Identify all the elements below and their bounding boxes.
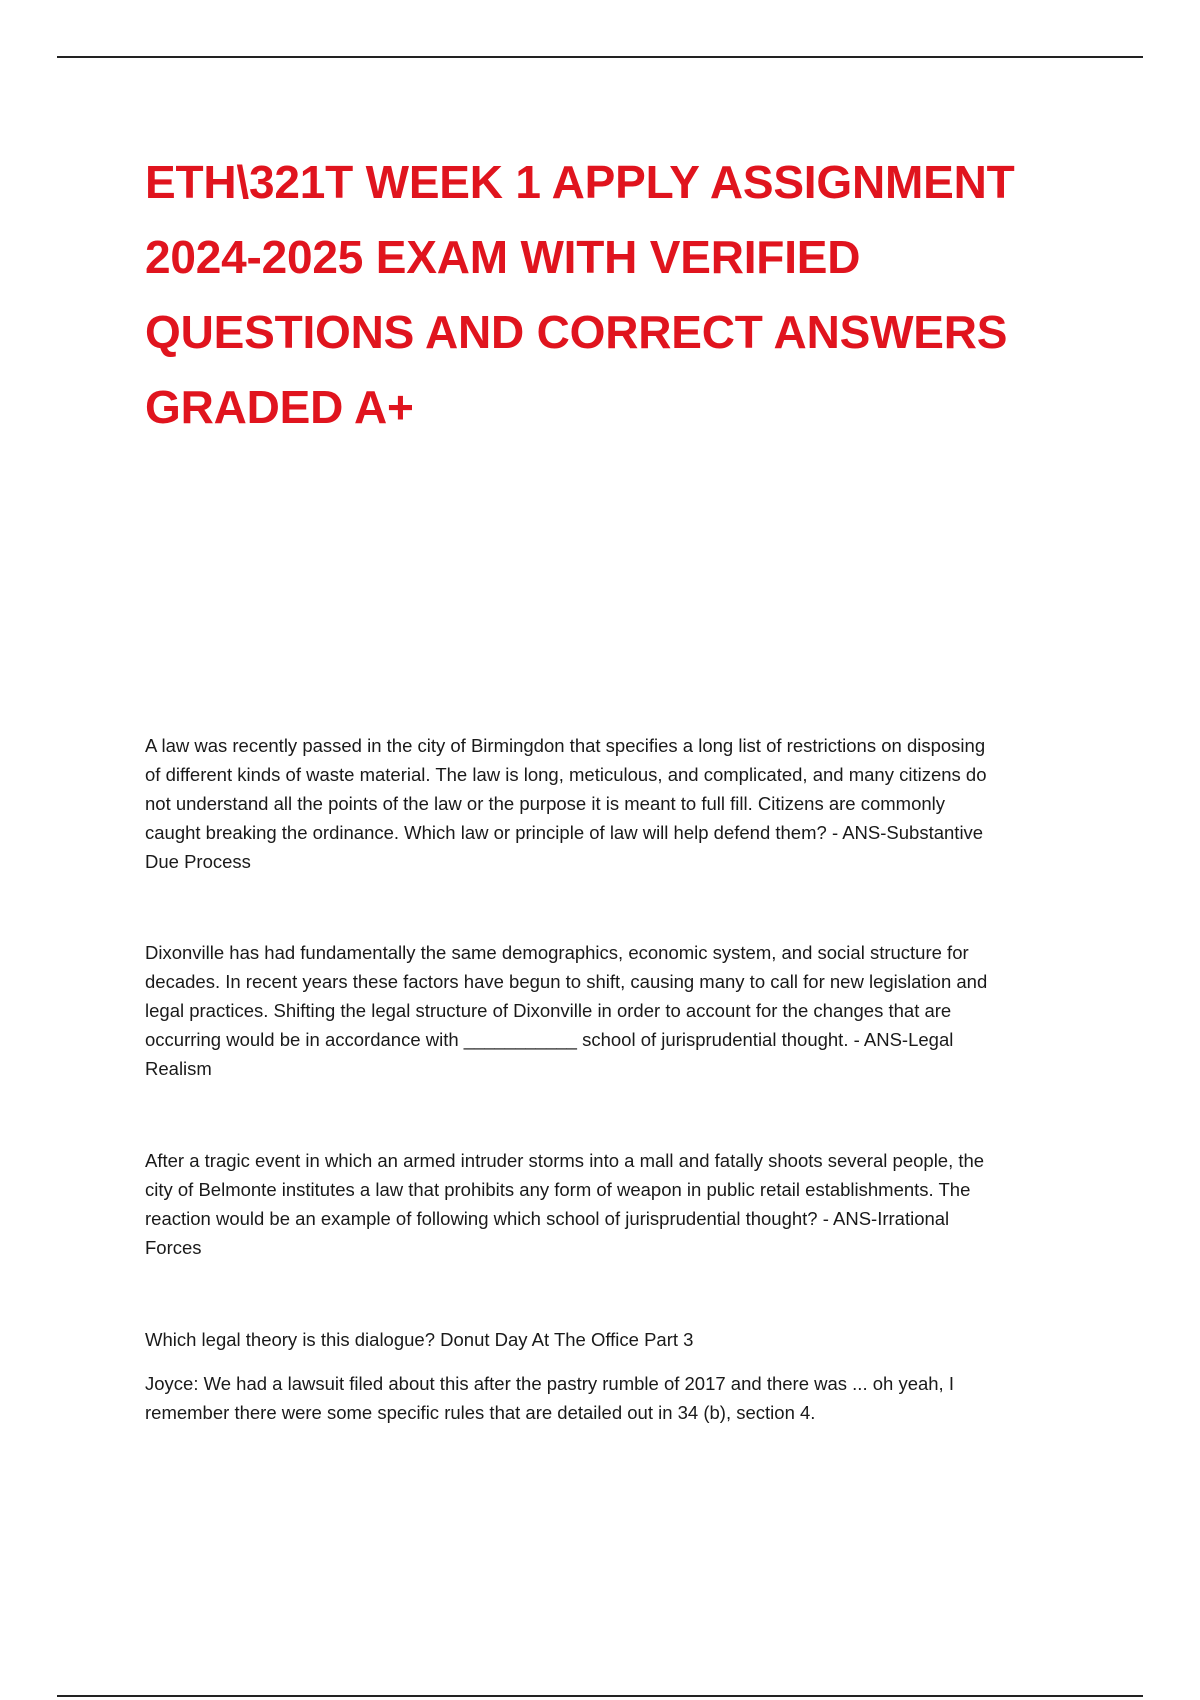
question-paragraph (145, 731, 1085, 876)
text-line: After a tragic event in which an armed intruder storms into a mall and fatally shoots several people, the (145, 1150, 985, 1171)
title-line: 2024-2025 EXAM WITH VERIFIED (145, 231, 861, 283)
title-line: QUESTIONS AND CORRECT ANSWERS (145, 306, 1008, 358)
question-paragraph (145, 938, 1085, 1083)
text-line: of different kinds of waste material. The law is long, meticulous, and complicated, and many citizens do (145, 764, 987, 785)
document-title (145, 145, 1105, 445)
top-divider (57, 56, 1143, 58)
text-line: not understand all the points of the law or the purpose it is meant to full fill. Citizens are commonly (145, 793, 946, 814)
bottom-divider (57, 1695, 1143, 1697)
text-line: decades. In recent years these factors have begun to shift, causing many to call for new legislation and (145, 971, 988, 992)
text-line: Due Process (145, 851, 251, 872)
text-line: Which legal theory is this dialogue? Donut Day At The Office Part 3 (145, 1329, 694, 1350)
title-line: ETH\321T WEEK 1 APPLY ASSIGNMENT (145, 156, 1015, 208)
text-line: remember there were some specific rules that are detailed out in 34 (b), section 4. (145, 1402, 816, 1423)
text-line: Joyce: We had a lawsuit filed about this after the pastry rumble of 2017 and there was ... oh yeah, I (145, 1373, 954, 1394)
question-paragraph (145, 1146, 1085, 1262)
text-line: caught breaking the ordinance. Which law or principle of law will help defend them? - ANS-Substantive (145, 822, 984, 843)
text-line: Forces (145, 1237, 202, 1258)
question-paragraph (145, 1325, 1085, 1354)
text-line: occurring would be in accordance with ___________ school of jurisprudential thought. - ANS-Legal (145, 1029, 954, 1050)
title-line: GRADED A+ (145, 381, 414, 433)
text-line: Dixonville has had fundamentally the same demographics, economic system, and social structure for (145, 942, 969, 963)
dialogue-paragraph (145, 1369, 1085, 1427)
text-line: A law was recently passed in the city of Birmingdon that specifies a long list of restrictions on disposing (145, 735, 986, 756)
text-line: city of Belmonte institutes a law that prohibits any form of weapon in public retail establishments. The (145, 1179, 971, 1200)
text-line: Realism (145, 1058, 212, 1079)
text-line: legal practices. Shifting the legal structure of Dixonville in order to account for the changes that are (145, 1000, 952, 1021)
text-line: reaction would be an example of following which school of jurisprudential thought? - ANS-Irrational (145, 1208, 950, 1229)
